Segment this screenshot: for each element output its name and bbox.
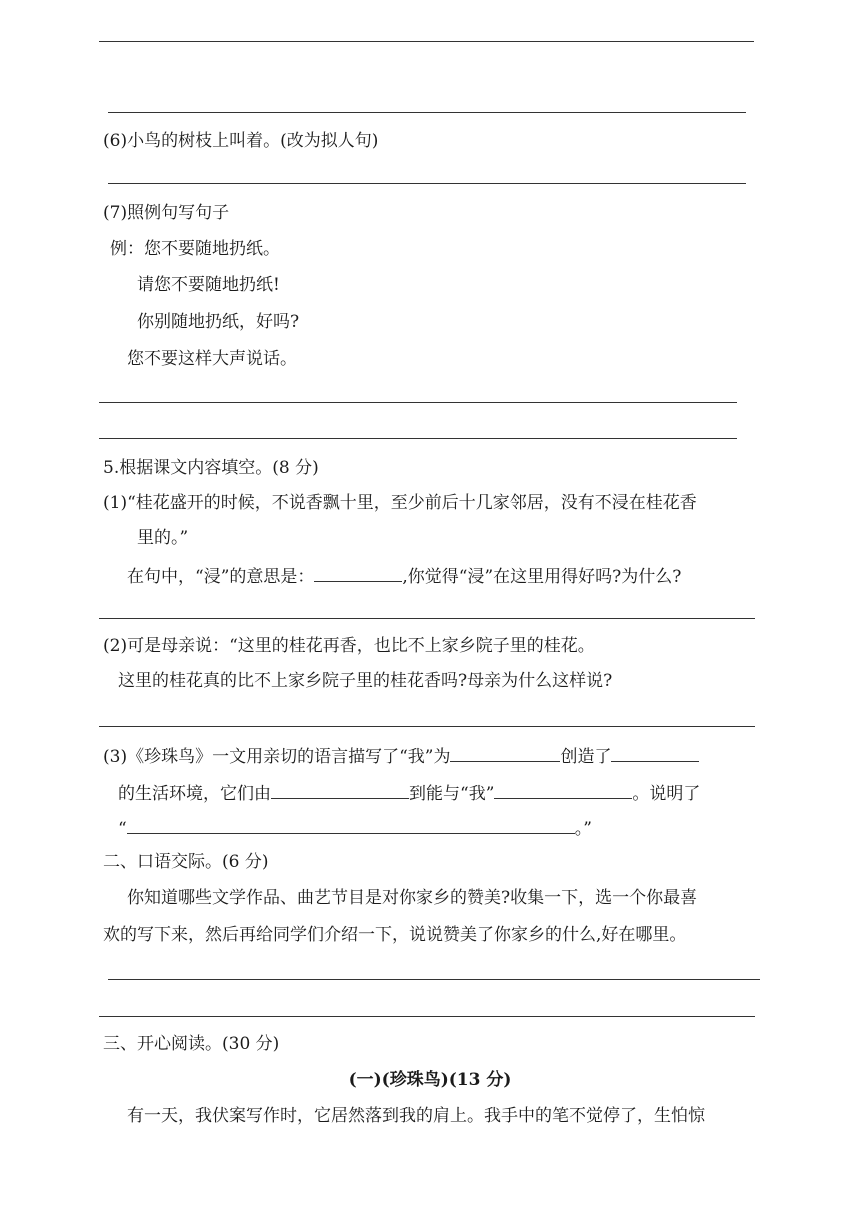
fill-blank[interactable] [611, 743, 699, 762]
s5-p3-e: 。说明了 [632, 784, 701, 804]
s5-p2-line2: 这里的桂花真的比不上家乡院子里的桂花香吗?母亲为什么这样说? [118, 671, 613, 691]
answer-line [108, 979, 760, 980]
example-prefix: 例： [110, 239, 144, 259]
answer-line [99, 726, 755, 727]
s5-p1-line1: (1)“桂花盛开的时候，不说香飘十里，至少前后十几家邻居，没有不浸在桂花香 [103, 493, 697, 513]
section-5-title: 5.根据课文内容填空。(8 分) [103, 458, 319, 478]
fill-blank[interactable] [271, 780, 409, 799]
s5-p1-question-b: ,你觉得“浸”在这里用得好吗?为什么? [402, 567, 682, 587]
reading-line1: 有一天，我伏案写作时，它居然落到我的肩上。我手中的笔不觉停了，生怕惊 [127, 1106, 705, 1126]
answer-line [99, 618, 755, 619]
s5-p1-line2: 里的。” [137, 528, 189, 548]
answer-line [99, 438, 737, 439]
question-6: (6)小鸟的树枝上叫着。(改为拟人句) [103, 131, 379, 151]
example-variant-1: 请您不要随地扔纸! [137, 275, 280, 295]
s5-p3-line3 [118, 815, 592, 840]
task-sentence: 您不要这样大声说话。 [127, 349, 297, 369]
answer-line [99, 41, 754, 42]
section-2-title: 二、口语交际。(6 分) [103, 852, 269, 872]
s5-p1-question-a: 在句中，“浸”的意思是： [127, 567, 315, 587]
s5-p3-a: (3)《珍珠鸟》一文用亲切的语言描写了“我”为 [103, 747, 451, 767]
fill-blank[interactable] [127, 815, 575, 834]
s5-p3-c: 的生活环境，它们由 [118, 784, 271, 804]
example-variant-2: 你别随地扔纸，好吗? [137, 312, 300, 332]
answer-line [108, 183, 746, 184]
s5-p3-b: 创造了 [560, 747, 612, 767]
fill-blank[interactable] [450, 743, 560, 762]
fill-blank[interactable] [494, 780, 632, 799]
s2-line1: 你知道哪些文学作品、曲艺节目是对你家乡的赞美?收集一下，选一个你最喜 [127, 888, 698, 908]
s5-p3-line2 [118, 780, 700, 805]
s5-p3-g: 。” [574, 819, 592, 839]
s5-p2-line1: (2)可是母亲说：“这里的桂花再香，也比不上家乡院子里的桂花。 [103, 636, 595, 656]
s5-p3-line1 [103, 743, 699, 768]
fill-blank[interactable] [314, 563, 402, 582]
s5-p1-question [127, 563, 681, 588]
question-7-title: (7)照例句写句子 [103, 203, 230, 223]
section-3-title: 三、开心阅读。(30 分) [103, 1034, 280, 1054]
s5-p3-f: “ [118, 819, 127, 839]
example-sentence: 您不要随地扔纸。 [144, 239, 280, 259]
answer-line [108, 112, 746, 113]
example-line [110, 238, 280, 260]
reading-subtitle: (一)(珍珠鸟)(13 分) [348, 1070, 512, 1090]
answer-line [99, 1016, 755, 1017]
s2-line2: 欢的写下来，然后再给同学们介绍一下，说说赞美了你家乡的什么,好在哪里。 [103, 925, 687, 945]
s5-p3-d: 到能与“我” [409, 784, 495, 804]
answer-line [99, 402, 737, 403]
